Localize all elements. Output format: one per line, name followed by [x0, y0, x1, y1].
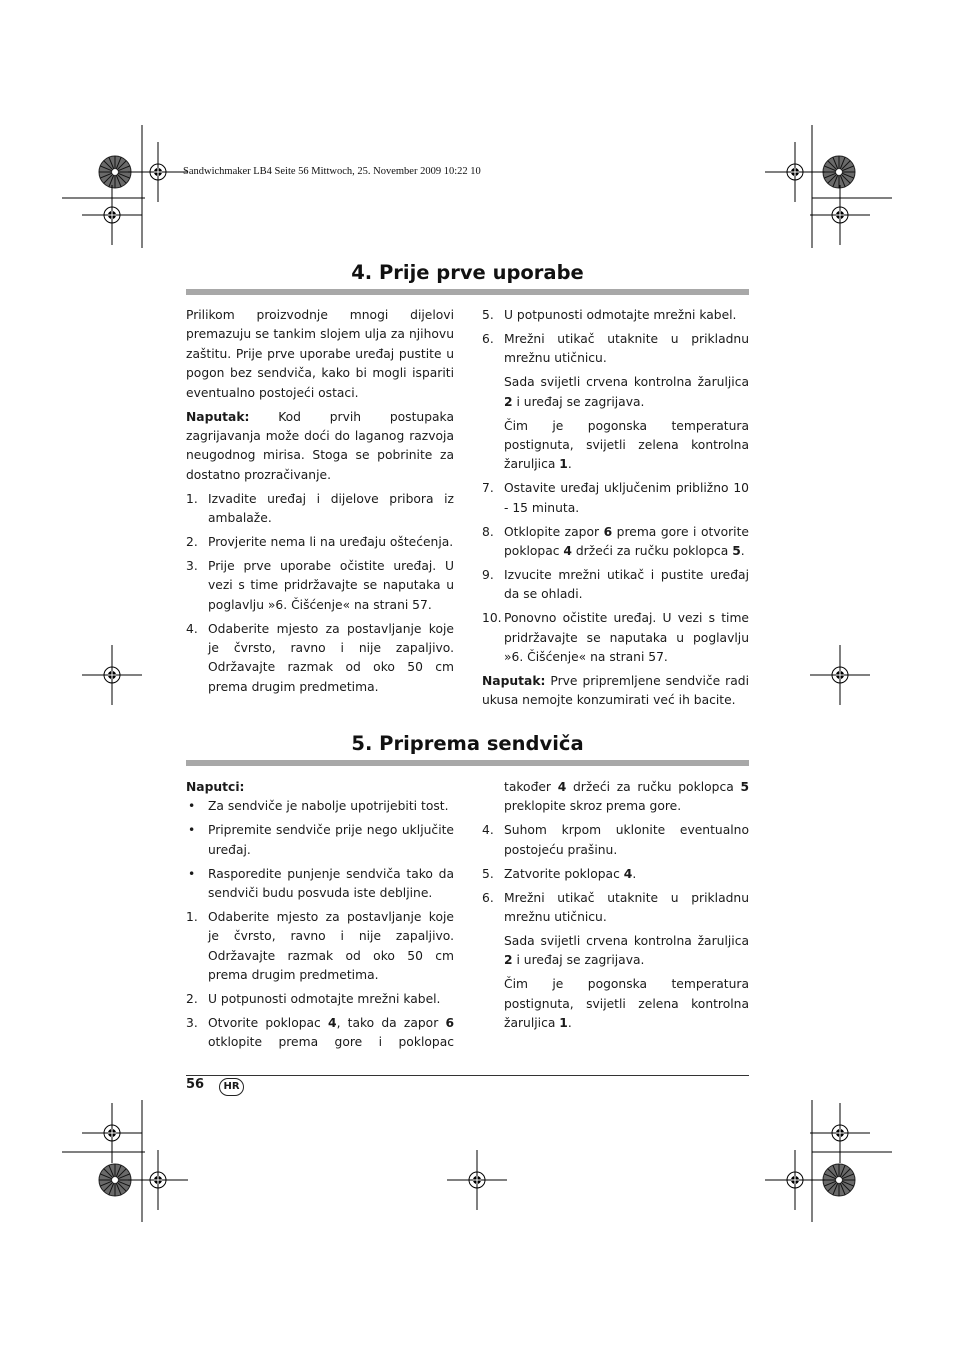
- step-number: 2.: [186, 534, 198, 549]
- step-sub-paragraph: [504, 417, 749, 475]
- part-number: 5: [732, 543, 741, 558]
- step-number: 2.: [186, 992, 198, 1007]
- step-text: Prije prve uporabe očistite uređaj. U vezi s time pridržavajte se naputaka u poglavlju »6. Čišćenje« na strani 57.: [208, 558, 454, 612]
- part-number: 4: [557, 780, 567, 794]
- step-number: 7.: [482, 481, 494, 496]
- step-text: Provjerite nema li na uređaju oštećenja.: [208, 534, 454, 549]
- list-item: [482, 821, 749, 860]
- section-title-4: 4. Prije prve uporabe: [351, 261, 584, 284]
- step-text: [504, 865, 749, 884]
- note-text: Kod prvih postupaka zagrijavanja može doći do laganog razvoja neugodnog mirisa. Stoga se pobrinite za dostatno prozračivanje.: [186, 409, 454, 482]
- list-item: [186, 1014, 454, 1053]
- section4-right-column: [482, 306, 749, 715]
- step-sub-paragraph: [504, 975, 749, 1033]
- step-text: Izvucite mrežni utikač i pustite uređaj da se ohladi.: [504, 567, 749, 602]
- sub-text: Čim je pogonska temperatura postignuta, svijetli zelena kontrolna žaruljica: [504, 977, 749, 1030]
- step-text-part: otklopite prema gore i poklopac: [208, 1035, 454, 1050]
- step-text-part: Otklopite zapor: [504, 524, 604, 539]
- part-number: 1: [559, 1015, 568, 1030]
- section-title-5: 5. Priprema sendviča: [351, 732, 584, 755]
- sub-text: Sada svijetli crvena kontrolna žaruljica: [504, 375, 749, 390]
- list-item: [186, 533, 454, 552]
- bullet-icon: •: [188, 866, 196, 881]
- footer-rule: [186, 1075, 749, 1076]
- step-text: Suhom krpom uklonite eventualno postojeću prašinu.: [504, 823, 749, 857]
- hints-heading: [186, 778, 454, 797]
- list-item: [482, 865, 749, 884]
- part-number: 4: [328, 1015, 337, 1030]
- note-label: Naputak:: [482, 673, 546, 688]
- section-rule-4: [186, 289, 749, 295]
- step-text-part: .: [740, 543, 745, 558]
- step-text-part: .: [632, 866, 637, 881]
- hints-label: Naputci:: [186, 780, 245, 794]
- section5-left-column: [186, 778, 454, 1057]
- step-text: Ponovno očistite uređaj. U vezi s time pridržavajte se naputaka u poglavlju »6. Čišćenje« na strani 57.: [504, 611, 749, 664]
- step-text: Odaberite mjesto za postavljanje koje je čvrsto, ravno i nije zapaljivo. Održavajte razmak od oko 50 cm prema drugim predmetima.: [208, 621, 454, 694]
- note-label: Naputak:: [186, 409, 250, 424]
- list-item: [186, 490, 454, 529]
- step-text-part: Otvorite poklopac: [208, 1015, 328, 1030]
- step-text: U potpunosti odmotajte mrežni kabel.: [208, 992, 441, 1007]
- list-item: [186, 620, 454, 698]
- sub-text: .: [567, 1015, 572, 1030]
- step-number: 1.: [186, 909, 198, 924]
- step-sub-paragraph: [504, 373, 749, 412]
- list-item: [186, 990, 454, 1009]
- step-text-part: Zatvorite poklopac: [504, 866, 624, 881]
- bullet-text: Rasporedite punjenje sendviča tako da sendviči budu posvuda iste debljine.: [208, 866, 454, 901]
- bullet-icon: •: [188, 823, 196, 838]
- page-number: 56: [186, 1077, 205, 1092]
- print-header: Sandwichmaker LB4 Seite 56 Mittwoch, 25. November 2009 10:22 10: [183, 166, 481, 177]
- note-text: Prve pripremljene sendviče radi ukusa nemojte konzumirati već ih bacite.: [482, 673, 749, 708]
- list-item: [482, 479, 749, 518]
- bullet-text: Pripremite sendviče prije nego uključite uređaj.: [208, 823, 454, 857]
- intro-paragraph: Prilikom proizvodnje mnogi dijelovi premazuju se tankim slojem ulja za njihovu zaštitu. Prije prve uporabe uređaj pustite u pogon bez sendviča, kako bi mogli ispariti eventualno postojeći ostaci.: [186, 308, 454, 400]
- step-text: Izvadite uređaj i dijelove pribora iz ambalaže.: [208, 491, 454, 526]
- step-text-part: također: [504, 780, 558, 794]
- language-badge: HR: [219, 1078, 244, 1096]
- step-text: Odaberite mjesto za postavljanje koje je čvrsto, ravno i nije zapaljivo. Održavajte razmak od oko 50 cm prema drugim predmetima.: [208, 909, 454, 983]
- part-number: 6: [603, 524, 613, 539]
- list-item: [482, 609, 749, 667]
- step-number: 9.: [482, 567, 494, 582]
- list-item: [186, 865, 454, 904]
- part-number: 2: [504, 394, 513, 409]
- list-item: [482, 306, 749, 325]
- step-number: 6.: [482, 890, 494, 905]
- sub-text: .: [567, 457, 572, 472]
- step-text-part: držeći za ručku poklopca: [571, 543, 733, 558]
- part-number: 4: [563, 543, 572, 558]
- section5-right-column: [482, 778, 749, 1038]
- section4-left-column: [186, 306, 454, 702]
- sub-text: i uređaj se zagrijava.: [512, 394, 645, 409]
- step-number: 10.: [482, 611, 502, 626]
- list-item: [482, 330, 749, 369]
- list-item: [186, 557, 454, 615]
- step-number: 4.: [482, 823, 494, 838]
- step-text-part: prema gore i otvorite poklopac: [504, 524, 749, 558]
- step-number: 4.: [186, 621, 198, 636]
- note-paragraph: [186, 408, 454, 486]
- part-number: 1: [559, 457, 568, 472]
- step-sub-paragraph: [504, 932, 749, 971]
- sub-text: i uređaj se zagrijava.: [512, 953, 645, 968]
- step-continuation: [504, 778, 749, 817]
- step-text: [208, 1014, 454, 1053]
- bullet-icon: •: [188, 799, 196, 814]
- step-text: Ostavite uređaj uključenim približno 10 - 15 minuta.: [504, 481, 749, 515]
- step-text-part: držeći za ručku poklopca: [566, 780, 741, 794]
- part-number: 6: [445, 1015, 454, 1030]
- step-number: 6.: [482, 331, 494, 346]
- list-item: [186, 797, 454, 816]
- step-number: 3.: [186, 1015, 198, 1030]
- list-item: [186, 821, 454, 860]
- bullet-text: Za sendviče je nabolje upotrijebiti tost.: [208, 799, 449, 814]
- part-number: 2: [504, 953, 513, 968]
- step-text: [504, 523, 749, 562]
- sub-text: Sada svijetli crvena kontrolna žaruljica: [504, 933, 749, 948]
- step-number: 8.: [482, 524, 494, 539]
- step-number: 3.: [186, 558, 198, 573]
- list-item: [482, 566, 749, 605]
- step-text: Mrežni utikač utaknite u prikladnu mrežnu utičnicu.: [504, 890, 749, 924]
- step-text-part: preklopite skroz prema gore.: [504, 799, 682, 814]
- list-item: [186, 908, 454, 986]
- step-number: 5.: [482, 866, 494, 881]
- step-text: U potpunosti odmotajte mrežni kabel.: [504, 308, 737, 322]
- part-number: 5: [740, 780, 750, 794]
- step-text-part: , tako da zapor: [336, 1015, 446, 1030]
- section-rule-5: [186, 760, 749, 766]
- list-item: [482, 889, 749, 928]
- part-number: 4: [623, 866, 633, 881]
- note-paragraph: [482, 672, 749, 711]
- step-number: 1.: [186, 491, 198, 506]
- step-text: Mrežni utikač utaknite u prikladnu mrežnu utičnicu.: [504, 331, 749, 366]
- list-item: [482, 523, 749, 562]
- step-number: 5.: [482, 308, 494, 322]
- sub-text: Čim je pogonska temperatura postignuta, svijetli zelena kontrolna žaruljica: [504, 418, 749, 472]
